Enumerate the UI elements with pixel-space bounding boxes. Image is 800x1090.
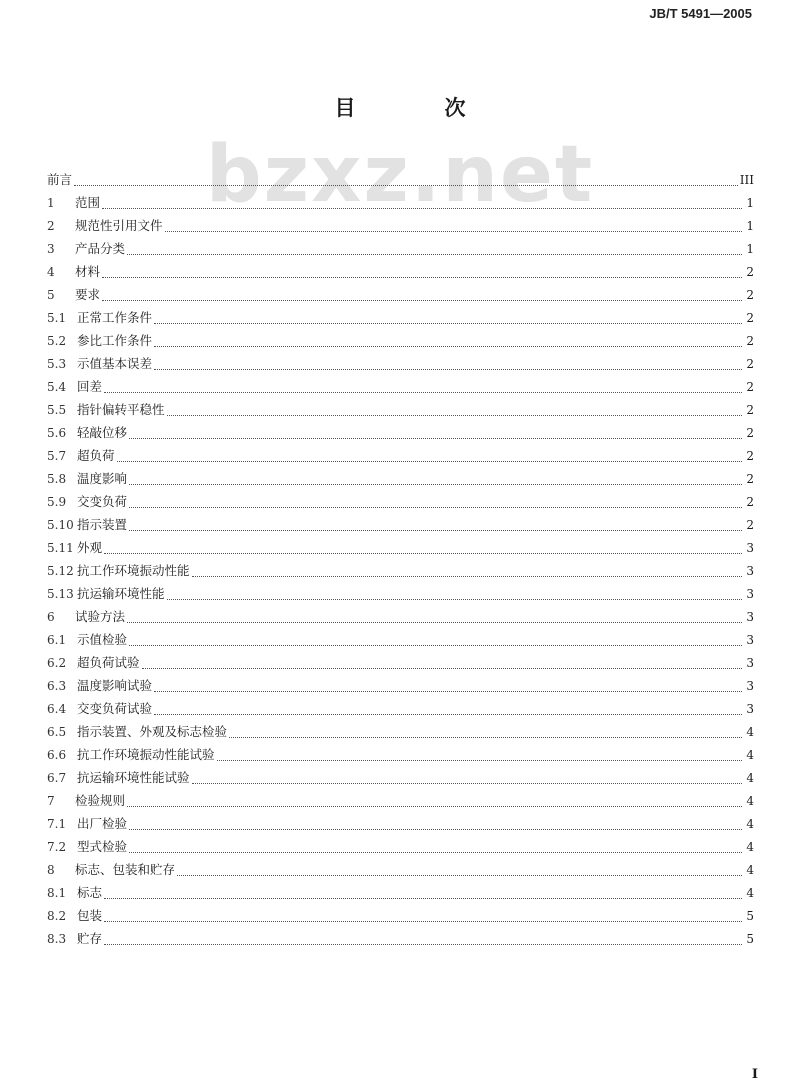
toc-entry — [47, 720, 754, 743]
toc-entry — [47, 743, 754, 766]
toc-entry-number: 7 — [47, 794, 55, 808]
toc-entry-number: 8.1 — [47, 886, 67, 900]
toc-leader-dots — [127, 798, 742, 807]
toc-leader-dots — [177, 867, 742, 876]
toc-entry-title: 标志、包装和贮存 — [75, 862, 176, 877]
toc-entry — [47, 421, 754, 444]
toc-entry-page: 5 — [746, 909, 754, 923]
toc-entry-title: 抗运输环境性能 — [77, 586, 165, 601]
toc-leader-dots — [102, 269, 742, 278]
toc-leader-dots — [154, 683, 742, 692]
toc-entry-title: 试验方法 — [75, 609, 126, 624]
toc-entry-number: 1 — [47, 196, 55, 210]
toc-leader-dots — [104, 936, 742, 945]
toc-entry-page: 3 — [746, 541, 754, 555]
toc-entry-title: 指针偏转平稳性 — [77, 402, 165, 417]
toc-leader-dots — [104, 384, 742, 393]
toc-entry — [47, 651, 754, 674]
toc-leader-dots — [154, 706, 742, 715]
toc-entry — [47, 858, 754, 881]
toc-entry-number: 6.5 — [47, 725, 67, 739]
toc-entry-page: 3 — [746, 633, 754, 647]
toc-entry-title: 指示装置、外观及标志检验 — [77, 724, 228, 739]
toc-entry-title: 抗运输环境性能试验 — [77, 770, 190, 785]
toc-entry — [47, 329, 754, 352]
toc-entry-page: 2 — [746, 403, 754, 417]
toc-entry-title: 交变负荷试验 — [77, 701, 153, 716]
toc-entry-number: 5.5 — [47, 403, 67, 417]
toc-entry — [47, 375, 754, 398]
toc-leader-dots — [142, 660, 742, 669]
toc-leader-dots — [74, 177, 738, 186]
toc-entry — [47, 812, 754, 835]
toc-leader-dots — [217, 752, 742, 761]
toc-entry-title: 前言 — [47, 172, 73, 187]
toc-leader-dots — [117, 453, 742, 462]
toc-entry-page: 3 — [746, 679, 754, 693]
toc-entry-title: 材料 — [75, 264, 101, 279]
toc-entry-number: 6.6 — [47, 748, 67, 762]
toc-entry — [47, 306, 754, 329]
toc-entry — [47, 168, 754, 191]
toc-entry-page: 3 — [746, 656, 754, 670]
toc-leader-dots — [167, 407, 742, 416]
toc-entry-number: 6.7 — [47, 771, 67, 785]
toc-entry-title: 正常工作条件 — [77, 310, 153, 325]
toc-leader-dots — [102, 292, 742, 301]
toc-entry-number: 5.12 — [47, 564, 74, 578]
toc-entry-number: 5.1 — [47, 311, 67, 325]
toc-entry-page: 2 — [746, 311, 754, 325]
toc-entry — [47, 237, 754, 260]
toc-entry-title: 抗工作环境振动性能试验 — [77, 747, 215, 762]
toc-entry-page: 2 — [746, 426, 754, 440]
toc-entry-title: 超负荷试验 — [77, 655, 140, 670]
toc-entry-page: 1 — [746, 242, 754, 256]
toc-entry — [47, 398, 754, 421]
toc-entry-number: 5.10 — [47, 518, 74, 532]
toc-entry-number: 6.4 — [47, 702, 67, 716]
toc-entry-title: 规范性引用文件 — [75, 218, 163, 233]
toc-entry-title: 型式检验 — [77, 839, 128, 854]
toc-entry-number: 3 — [47, 242, 55, 256]
toc-entry — [47, 605, 754, 628]
toc-entry-title: 参比工作条件 — [77, 333, 153, 348]
table-of-contents — [47, 168, 754, 950]
toc-entry-number: 5.9 — [47, 495, 67, 509]
toc-entry-number: 8 — [47, 863, 55, 877]
toc-entry-page: 5 — [746, 932, 754, 946]
toc-entry — [47, 766, 754, 789]
toc-entry-page: 3 — [746, 610, 754, 624]
toc-entry-number: 5 — [47, 288, 55, 302]
toc-entry — [47, 835, 754, 858]
toc-leader-dots — [154, 315, 742, 324]
toc-entry-number: 7.2 — [47, 840, 67, 854]
toc-leader-dots — [129, 844, 742, 853]
toc-entry-number: 5.2 — [47, 334, 67, 348]
toc-entry-number: 5.6 — [47, 426, 67, 440]
toc-entry-number: 6.2 — [47, 656, 67, 670]
toc-entry-title: 交变负荷 — [77, 494, 128, 509]
toc-entry-page: 4 — [746, 840, 754, 854]
toc-leader-dots — [192, 568, 742, 577]
watermark: bzxz.net — [205, 130, 595, 220]
toc-entry-page: 2 — [746, 495, 754, 509]
toc-entry-number: 4 — [47, 265, 55, 279]
toc-leader-dots — [154, 338, 742, 347]
toc-entry — [47, 904, 754, 927]
toc-entry-page: 2 — [746, 334, 754, 348]
toc-entry-title: 超负荷 — [77, 448, 115, 463]
toc-leader-dots — [192, 775, 742, 784]
toc-entry-page: 3 — [746, 702, 754, 716]
toc-entry — [47, 881, 754, 904]
toc-entry-number: 5.7 — [47, 449, 67, 463]
toc-leader-dots — [129, 637, 742, 646]
toc-entry-title: 外观 — [77, 540, 103, 555]
toc-entry-number: 5.3 — [47, 357, 67, 371]
toc-entry-title: 抗工作环境振动性能 — [77, 563, 190, 578]
toc-entry-number: 8.3 — [47, 932, 67, 946]
toc-entry — [47, 628, 754, 651]
toc-entry — [47, 582, 754, 605]
toc-entry-title: 温度影响试验 — [77, 678, 153, 693]
toc-leader-dots — [165, 223, 742, 232]
toc-entry-page: 4 — [746, 771, 754, 785]
toc-leader-dots — [129, 476, 742, 485]
toc-entry — [47, 260, 754, 283]
toc-entry-title: 示值基本误差 — [77, 356, 153, 371]
toc-entry-title: 回差 — [77, 379, 103, 394]
toc-entry — [47, 444, 754, 467]
toc-entry-page: 2 — [746, 449, 754, 463]
toc-entry-title: 轻敲位移 — [77, 425, 128, 440]
toc-entry — [47, 674, 754, 697]
toc-entry-page: 4 — [746, 863, 754, 877]
toc-entry-number: 5.8 — [47, 472, 67, 486]
toc-entry-page: 4 — [746, 817, 754, 831]
toc-entry-page: 2 — [746, 357, 754, 371]
toc-leader-dots — [104, 545, 742, 554]
toc-entry-title: 示值检验 — [77, 632, 128, 647]
toc-leader-dots — [229, 729, 742, 738]
toc-entry — [47, 789, 754, 812]
toc-entry-number: 7.1 — [47, 817, 67, 831]
toc-entry-title: 产品分类 — [75, 241, 126, 256]
toc-leader-dots — [129, 522, 742, 531]
toc-entry-page: 2 — [746, 472, 754, 486]
toc-entry-number: 6.3 — [47, 679, 67, 693]
toc-entry-page: 4 — [746, 725, 754, 739]
toc-entry-page: 4 — [746, 748, 754, 762]
toc-entry-page: 2 — [746, 265, 754, 279]
page-title: 目 次 — [334, 96, 500, 120]
standard-number: JB/T 5491—2005 — [649, 6, 752, 21]
toc-entry-number: 8.2 — [47, 909, 67, 923]
toc-entry-title: 包装 — [77, 908, 103, 923]
toc-leader-dots — [104, 890, 742, 899]
toc-entry — [47, 513, 754, 536]
toc-entry-number: 5.11 — [47, 541, 74, 555]
toc-leader-dots — [104, 913, 742, 922]
toc-entry-title: 出厂检验 — [77, 816, 128, 831]
toc-entry-page: 3 — [746, 564, 754, 578]
toc-entry — [47, 927, 754, 950]
toc-entry-number: 5.4 — [47, 380, 67, 394]
toc-entry-page: 1 — [746, 196, 754, 210]
toc-leader-dots — [127, 246, 742, 255]
toc-entry — [47, 490, 754, 513]
toc-entry-title: 温度影响 — [77, 471, 128, 486]
toc-entry-title: 贮存 — [77, 931, 103, 946]
toc-entry-page: 3 — [746, 587, 754, 601]
toc-entry-page: III — [739, 173, 754, 187]
toc-entry — [47, 191, 754, 214]
toc-entry-title: 范围 — [75, 195, 101, 210]
toc-entry — [47, 352, 754, 375]
toc-entry-title: 标志 — [77, 885, 103, 900]
toc-leader-dots — [167, 591, 742, 600]
toc-entry-page: 4 — [746, 794, 754, 808]
toc-entry-number: 2 — [47, 219, 55, 233]
toc-entry-number: 5.13 — [47, 587, 74, 601]
toc-leader-dots — [129, 821, 742, 830]
toc-entry-page: 2 — [746, 518, 754, 532]
toc-entry-page: 1 — [746, 219, 754, 233]
toc-leader-dots — [154, 361, 742, 370]
toc-entry — [47, 467, 754, 490]
toc-entry — [47, 536, 754, 559]
toc-entry-title: 要求 — [75, 287, 101, 302]
toc-leader-dots — [127, 614, 742, 623]
toc-entry-page: 2 — [746, 380, 754, 394]
page-number: I — [751, 1067, 758, 1082]
toc-entry-number: 6 — [47, 610, 55, 624]
toc-entry — [47, 559, 754, 582]
toc-leader-dots — [129, 430, 742, 439]
toc-entry — [47, 697, 754, 720]
toc-entry-title: 指示装置 — [77, 517, 128, 532]
toc-leader-dots — [129, 499, 742, 508]
toc-entry-title: 检验规则 — [75, 793, 126, 808]
toc-entry-number: 6.1 — [47, 633, 67, 647]
toc-entry — [47, 283, 754, 306]
toc-leader-dots — [102, 200, 742, 209]
toc-entry-page: 2 — [746, 288, 754, 302]
toc-entry — [47, 214, 754, 237]
toc-entry-page: 4 — [746, 886, 754, 900]
